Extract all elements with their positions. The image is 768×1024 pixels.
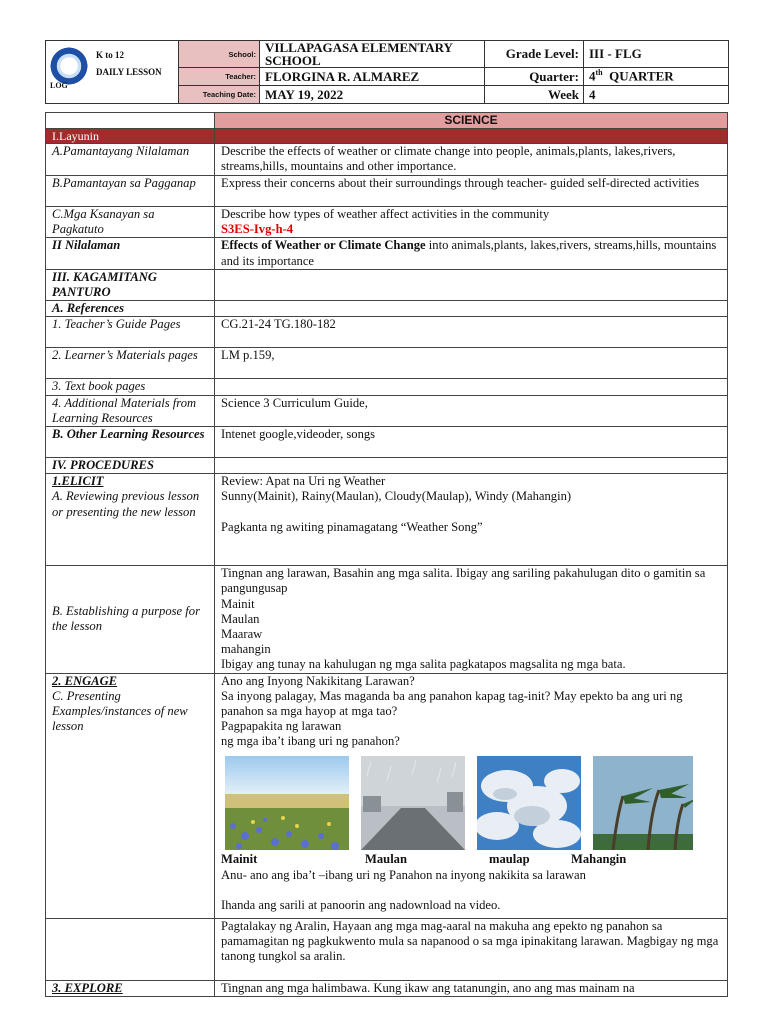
row-additional-materials bbox=[46, 395, 728, 426]
row-text: LM p.159, bbox=[215, 348, 728, 379]
row-label: 1. Teacher’s Guide Pages bbox=[46, 317, 215, 348]
row-label: 4. Additional Materials from Learning Resources bbox=[46, 395, 215, 426]
row-label: A. References bbox=[46, 301, 215, 317]
explore-text: Tingnan ang mga halimbawa. Kung ikaw ang tatanungin, ano ang mas mainam na bbox=[215, 980, 728, 996]
row-procedures bbox=[46, 458, 728, 474]
competency-code: S3ES-Ivg-h-4 bbox=[221, 222, 294, 237]
engage-line: Ihanda ang sarili at panoorin ang nadownload na video. bbox=[221, 897, 501, 912]
cloudy-sky-image bbox=[477, 756, 581, 850]
logo-line3: LOG bbox=[50, 81, 68, 90]
elicit-line: Pagkanta ng awiting pinamagatang “Weather Song” bbox=[221, 519, 483, 534]
date-label: Teaching Date: bbox=[179, 86, 260, 104]
purpose-word: Maaraw bbox=[221, 627, 263, 642]
date-value: MAY 19, 2022 bbox=[260, 86, 485, 104]
row-teachers-guide bbox=[46, 317, 728, 348]
school-value: VILLAPAGASA ELEMENTARY SCHOOL bbox=[260, 41, 485, 68]
row-pamantayang-nilalaman bbox=[46, 144, 728, 176]
engage-line: Sa inyong palagay, Mas maganda ba ang panahon kapag tag-init? May epekto ba ang uri ng panahon sa mga hayop at mga tao? bbox=[221, 688, 683, 719]
caption-mainit: Mainit bbox=[221, 851, 258, 866]
purpose-word: Maulan bbox=[221, 611, 260, 626]
row-label: A.Pamantayang Nilalaman bbox=[46, 144, 215, 176]
row-label: II Nilalaman bbox=[46, 238, 215, 269]
week-value: 4 bbox=[584, 86, 729, 104]
logo-cell bbox=[46, 41, 179, 104]
engage-line: ng mga iba’t ibang uri ng panahon? bbox=[221, 734, 400, 749]
row-textbook bbox=[46, 379, 728, 395]
row-purpose bbox=[46, 566, 728, 673]
engage-heading: 2. ENGAGE bbox=[52, 673, 118, 688]
teacher-value: FLORGINA R. ALMAREZ bbox=[260, 68, 485, 86]
row-label: 3. Text book pages bbox=[46, 379, 215, 395]
engage-line: Ano ang Inyong Nakikitang Larawan? bbox=[221, 673, 415, 688]
engage-line: Pagpapakita ng larawan bbox=[221, 719, 342, 734]
week-label: Week bbox=[485, 86, 584, 104]
layunin-row bbox=[46, 129, 728, 144]
row-learners-materials bbox=[46, 348, 728, 379]
sunny-field-image bbox=[225, 756, 349, 850]
row-text: Science 3 Curriculum Guide, bbox=[215, 395, 728, 426]
row-text: into animals,plants, lakes,rivers, streams,hills, mountains and its importance bbox=[221, 238, 717, 268]
row-text: Describe the effects of weather or climate change into people, animals,plants, lakes,rivers, streams,hills, mountains and other importance. bbox=[215, 144, 728, 176]
elicit-heading: 1.ELICIT bbox=[52, 474, 104, 489]
row-label: C.Mga Ksanayan sa Pagkatuto bbox=[46, 207, 215, 238]
row-bold-text: Effects of Weather or Climate Change bbox=[221, 238, 426, 253]
row-text: Express their concerns about their surroundings through teacher- guided self-directed activities bbox=[215, 176, 728, 207]
row-text: Describe how types of weather affect activities in the community bbox=[221, 207, 550, 221]
row-label: A. Reviewing previous lesson or presenting the new lesson bbox=[52, 489, 200, 519]
discussion-text: Pagtalakay ng Aralin, Hayaan ang mga mag-aaral na makuha ang epekto ng panahon sa pamamagitan ng pagkukwento mula sa napanood o sa mga ipinakitang larawan. Magbigay ng mga tanong tungkol sa aralin. bbox=[215, 918, 728, 980]
row-label: B. Establishing a purpose for the lesson bbox=[46, 566, 215, 673]
weather-pictures bbox=[221, 756, 721, 852]
quarter-label: Quarter: bbox=[485, 68, 584, 86]
row-explore bbox=[46, 980, 728, 996]
lesson-table bbox=[45, 112, 728, 997]
purpose-word: Mainit bbox=[221, 596, 255, 611]
row-nilalaman bbox=[46, 238, 728, 269]
row-discussion bbox=[46, 918, 728, 980]
row-other-resources bbox=[46, 427, 728, 458]
row-references bbox=[46, 301, 728, 317]
purpose-word: mahangin bbox=[221, 642, 271, 657]
picture-captions bbox=[221, 852, 721, 868]
row-text: CG.21-24 TG.180-182 bbox=[215, 317, 728, 348]
elicit-line: Sunny(Mainit), Rainy(Maulan), Cloudy(Maulap), Windy (Mahangin) bbox=[221, 489, 572, 504]
row-kagamitan bbox=[46, 269, 728, 300]
purpose-line: Ibigay ang tunay na kahulugan ng mga salita pagkatapos magsalita ng mga bata. bbox=[221, 657, 626, 672]
layunin-label: I.Layunin bbox=[46, 129, 215, 144]
row-label: III. KAGAMITANG PANTURO bbox=[46, 269, 215, 300]
caption-mahangin: Mahangin bbox=[571, 851, 627, 866]
row-text: Intenet google,videoder, songs bbox=[215, 427, 728, 458]
row-label: 2. Learner’s Materials pages bbox=[46, 348, 215, 379]
rainy-road-image bbox=[361, 756, 465, 850]
purpose-line: Tingnan ang larawan, Basahin ang mga salita. Ibigay ang sariling pakahulugan dito o gamitin sa pangungusap bbox=[221, 566, 706, 596]
row-label: B.Pamantayan sa Pagganap bbox=[46, 176, 215, 207]
row-engage bbox=[46, 673, 728, 918]
grade-label: Grade Level: bbox=[485, 41, 584, 68]
engage-line: Anu- ano ang iba’t –ibang uri ng Panahon na inyong nakikita sa larawan bbox=[221, 867, 586, 882]
subject-row bbox=[46, 113, 728, 129]
subject-title: SCIENCE bbox=[215, 113, 728, 129]
windy-palms-image bbox=[593, 756, 693, 850]
caption-maulap: maulap bbox=[489, 851, 530, 866]
row-elicit bbox=[46, 474, 728, 566]
quarter-value: 4th QUARTER bbox=[584, 68, 729, 86]
row-label: C. Presenting Examples/instances of new lesson bbox=[52, 688, 188, 734]
header-table bbox=[45, 40, 729, 104]
teacher-label: Teacher: bbox=[179, 68, 260, 86]
row-label: B. Other Learning Resources bbox=[46, 427, 215, 458]
school-label: School: bbox=[179, 41, 260, 68]
elicit-line: Review: Apat na Uri ng Weather bbox=[221, 474, 386, 489]
row-label: IV. PROCEDURES bbox=[46, 458, 215, 474]
row-ksanayan bbox=[46, 207, 728, 238]
caption-maulan: Maulan bbox=[365, 851, 407, 866]
explore-heading: 3. EXPLORE bbox=[46, 980, 215, 996]
row-pamantayan-pagganap bbox=[46, 176, 728, 207]
grade-value: III - FLG bbox=[584, 41, 729, 68]
logo-line2: DAILY LESSON bbox=[96, 67, 162, 77]
logo-line1: K to 12 bbox=[96, 50, 124, 60]
deped-seal-icon bbox=[50, 47, 88, 85]
